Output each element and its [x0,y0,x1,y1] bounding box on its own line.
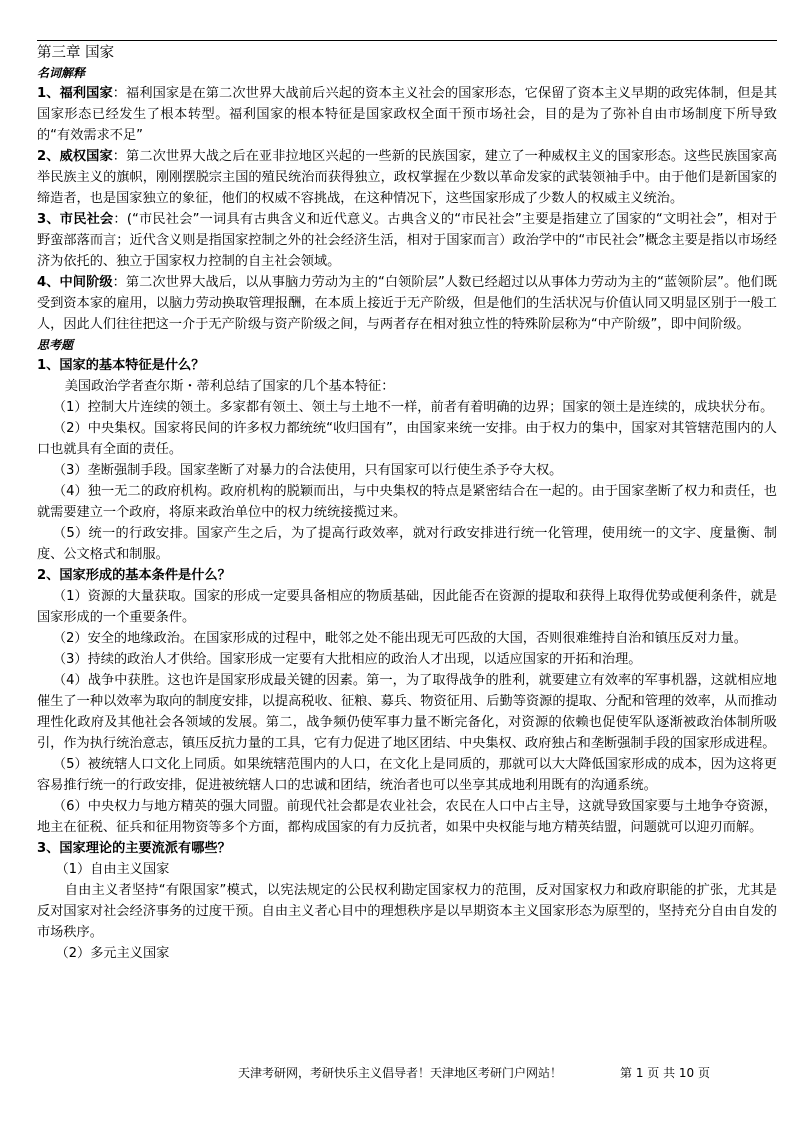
answer-item: （2）安全的地缘政治。在国家形成的过程中，毗邻之处不能出现无可匹敌的大国，否则很难维持自治和镇压反对力量。 [52,631,747,646]
header-rule [37,40,777,41]
term-name: 福利国家 [59,86,113,101]
answer-item: （2）中央集权。国家将民间的许多权力都统统“收归国有”，由国家来统一安排。由于权力的集中，国家对其管辖范围内的人口也就具有全面的责任。 [37,421,777,457]
term-definition: (“市民社会”一词具有古典含义和近代意义。古典含义的“市民社会”主要是指建立了国家的“文明社会”，相对于野蛮部落而言；近代含义则是指国家控制之外的社会经济生活，相对于国家而言）政治学中的“市民社会”概念主要是指以市场经济为依托的、独立于国家权力控制的自主社会领域。 [37,212,778,269]
chapter-title: 第三章 国家 [37,45,115,61]
term-number: 2、 [37,149,60,164]
terms-section-label: 名词解释 [37,66,86,80]
footer-slogan: 天津考研网，考研快乐主义倡导者！天津地区考研门户网站！ [238,1066,563,1080]
subheading: （2）多元主义国家 [55,946,170,961]
answer-item: （3）垄断强制手段。国家垄断了对暴力的合法使用，只有国家可以行使生杀予夺大权。 [52,463,563,478]
answer-item: （3）持续的政治人才供给。国家形成一定要有大批相应的政治人才出现，以适应国家的开拓和治理。 [52,652,642,667]
term-number: 4、 [37,275,60,290]
term-entry: 4、中间阶级：第二次世界大战后，以从事脑力劳动为主的“白领阶层”人数已经超过以从事体力劳动为主的“蓝领阶层”。他们既受到资本家的雇用，以脑力劳动换取管理报酬，在本质上接近于无产阶级，但是他们的生活状况与价值认同又明显区别于一般工人，因此人们往往把这一介于无产阶级与资产阶级之间，与两者存在相对独立性的特殊阶层称为“中产阶级”，即中间阶级。 [37,275,778,332]
term-name: 市民社会 [59,212,114,227]
question-title: 1、国家的基本特征是什么？ [37,358,205,373]
term-entry: 1、福利国家：福利国家是在第二次世界大战前后兴起的资本主义社会的国家形态，它保留了资本主义早期的政宪体制，但是其国家形态已经发生了根本转型。福利国家的根本特征是国家政权全面干预市场社会，目的是为了弥补自由市场制度下所导致的“有效需求不足” [37,86,778,143]
answer-item: 自由主义者坚持“有限国家”模式，以宪法规定的公民权利勘定国家权力的范围，反对国家权力和政府职能的扩张，尤其是反对国家对社会经济事务的过度干预。自由主义者心目中的理想秩序是以早期资本主义国家形态为原型的，坚持充分自由自发的市场秩序。 [37,883,777,940]
term-name: 威权国家 [59,149,113,164]
term-number: 1、 [37,86,60,101]
page-number: 第 1 页 共 10 页 [620,1066,710,1080]
term-definition: 第二次世界大战之后在亚非拉地区兴起的一些新的民族国家，建立了一种威权主义的国家形态。这些民族国家高举民族主义的旗帜，刚刚摆脱宗主国的殖民统治而获得独立，政权掌握在少数以革命发家的武装领袖手中。由于他们是新国家的缔造者，也是国家独立的象征，他们的权威不容挑战，在这种情况下，这些国家形成了少数人的权威主义统治。 [37,149,778,206]
term-name: 中间阶级 [59,275,113,290]
answer-item: （5）统一的行政安排。国家产生之后，为了提高行政效率，就对行政安排进行统一化管理，使用统一的文字、度量衡、制度、公文格式和制服。 [37,526,777,562]
questions-section-label: 思考题 [37,338,74,352]
term-entry: 2、威权国家：第二次世界大战之后在亚非拉地区兴起的一些新的民族国家，建立了一种威权主义的国家形态。这些民族国家高举民族主义的旗帜，刚刚摆脱宗主国的殖民统治而获得独立，政权掌握在少数以革命发家的武装领袖手中。由于他们是新国家的缔造者，也是国家独立的象征，他们的权威不容挑战，在这种情况下，这些国家形成了少数人的权威主义统治。 [37,149,778,206]
question-intro: 美国政治学者查尔斯・蒂利总结了国家的几个基本特征： [64,379,395,394]
term-definition: 福利国家是在第二次世界大战前后兴起的资本主义社会的国家形态，它保留了资本主义早期的政宪体制，但是其国家形态已经发生了根本转型。福利国家的根本特征是国家政权全面干预市场社会，目的是为了弥补自由市场制度下所导致的“有效需求不足” [37,86,778,143]
answer-item: （1）控制大片连续的领土。多家都有领土、领土与土地不一样，前者有着明确的边界；国家的领土是连续的，成块状分布。 [52,400,774,415]
answer-item: （4）独一无二的政府机构。政府机构的脱颖而出，与中央集权的特点是紧密结合在一起的。由于国家垄断了权力和责任，也就需要建立一个政府，将原来政治单位中的权力统统接揽过来。 [37,484,777,520]
answer-item: （5）被统辖人口文化上同质。如果统辖范围内的人口，在文化上是同质的，那就可以大大降低国家形成的成本，因为这将更容易推行统一的行政安排，促进被统辖人口的忠诚和团结，统治者也可以坐享其成地利用既有的沟通系统。 [37,757,777,793]
question-title: 2、国家形成的基本条件是什么？ [37,568,231,583]
answer-item: （6）中央权力与地方精英的强大同盟。前现代社会都是农业社会，农民在人口中占主导，这就导致国家要与土地争夺资源，地主在征税、征兵和征用物资等多个方面，都构成国家的有力反抗者，如果中央权能与地方精英结盟，问题就可以迎刃而解。 [37,799,777,835]
term-entry: 3、市民社会：(“市民社会”一词具有古典含义和近代意义。古典含义的“市民社会”主要是指建立了国家的“文明社会”，相对于野蛮部落而言；近代含义则是指国家控制之外的社会经济生活，相对于国家而言）政治学中的“市民社会”概念主要是指以市场经济为依托的、独立于国家权力控制的自主社会领域。 [37,212,778,269]
answer-item: （4）战争中获胜。这也许是国家形成最关键的因素。第一，为了取得战争的胜利，就要建立有效率的军事机器，这就相应地催生了一种以效率为取向的制度安排，以提高税收、征粮、募兵、物资征用、后勤等资源的提取、分配和管理的效率，从而推动理性化政府及其他社会各领域的发展。第二，战争频仍使军事力量不断完备化，对资源的依赖也促使军队逐渐被政治体制所吸引，作为执行统治意志，镇压反抗力量的工具，它有力促进了地区团结、中央集权、政府独占和垄断强制手段的国家形成进程。 [37,673,777,751]
subheading: （1）自由主义国家 [55,862,170,877]
term-number: 3、 [37,212,60,227]
document-body [37,63,777,964]
question-title: 3、国家理论的主要流派有哪些？ [37,841,231,856]
term-definition: 第二次世界大战后，以从事脑力劳动为主的“白领阶层”人数已经超过以从事体力劳动为主的“蓝领阶层”。他们既受到资本家的雇用，以脑力劳动换取管理报酬，在本质上接近于无产阶级，但是他们的生活状况与价值认同又明显区别于一般工人，因此人们往往把这一介于无产阶级与资产阶级之间，与两者存在相对独立性的特殊阶层称为“中产阶级”，即中间阶级。 [37,275,778,332]
answer-item: （1）资源的大量获取。国家的形成一定要具备相应的物质基础，因此能否在资源的提取和获得上取得优势或便利条件，就是国家形成的一个重要条件。 [37,589,777,625]
